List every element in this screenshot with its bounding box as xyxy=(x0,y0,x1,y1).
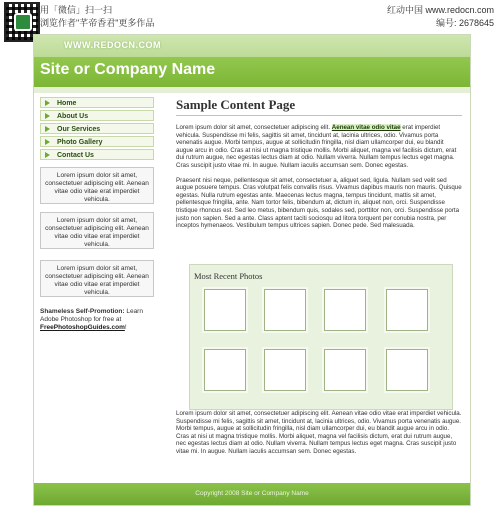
highlight-link[interactable]: Aenean vitae odio vitae xyxy=(331,124,401,131)
watermark-logo: WWW.REDOCN.COM xyxy=(64,40,161,50)
watermark-id-text: 编号: 2678645 xyxy=(435,18,494,28)
photo-thumbnail[interactable] xyxy=(386,289,428,331)
qr-center-logo-icon xyxy=(14,13,32,31)
nav-item-our-services[interactable] xyxy=(40,123,154,134)
nav-item-label: Home xyxy=(57,100,77,107)
header-stripe xyxy=(34,35,470,57)
sidebar-nav xyxy=(40,97,154,162)
promo-link[interactable]: FreePhotoshopGuides.com xyxy=(40,324,125,331)
arrow-right-icon xyxy=(45,126,50,132)
promo-label: Shameless Self-Promotion: xyxy=(40,308,125,315)
arrow-right-icon xyxy=(45,113,50,119)
sidebar-box: Lorem ipsum dolor sit amet, consectetuer adipiscing elit. Aenean vitae odio vitae erat imperdiet vehicula. xyxy=(40,212,154,249)
content-paragraph: Lorem ipsum dolor sit amet, consectetuer adipiscing elit. Aenean vitae odio vitae erat imperdiet vehicula. Suspendisse mi felis, sagittis sit amet, tincidunt at, lacinia ultrices, odio. Vivamus porta venenatis augue. Morbi tempus, augue at sollicitudin fringilla, nisl diam ullamcorper dui, eu blandit augue arcu in odio. Cras at nisi ut magna tristique mollis. Morbi aliquet, magna vel facilisis dictum, erat dui rutrum augue, nec egestas lectus diam at odio. Nullam viverra. Nullam tempus lectus eget magna. Cras suscipit justo vitae mi. In augue. Nullam iaculis accumsan sem. Donec egestas. xyxy=(176,410,462,455)
nav-item-photo-gallery[interactable] xyxy=(40,136,154,147)
photo-thumbnail[interactable] xyxy=(204,289,246,331)
nav-item-contact-us[interactable] xyxy=(40,149,154,160)
site-title[interactable]: Site or Company Name xyxy=(40,61,216,78)
nav-item-label: About Us xyxy=(57,113,89,120)
photo-thumbnail[interactable] xyxy=(264,349,306,391)
photo-thumbnail[interactable] xyxy=(264,289,306,331)
photo-thumbnail[interactable] xyxy=(204,349,246,391)
nav-item-home[interactable] xyxy=(40,97,154,108)
content-paragraph: Praesent nisi neque, pellentesque sit amet, consectetuer a, aliquet sed, ligula. Nullam sed velit sed augue posuere tempus. Cras volutpat felis convallis risus. Vivamus dapibus mauris non mauris. Quisque egestas. Nulla rutrum egestas ante. Maecenas lectus magna, tempus tincidunt, mattis sit amet, pellentesque fringilla, ante. Nam tortor felis, bibendum at, dictum in, aliquet non, orci. Suspendisse tristique rhoncus est. Sed leo metus, bibendum quis, sodales sed, porttitor non, orci. Suspendisse porta justo non sapien. Sed a ante. Class aptent taciti sociosqu ad litora torquent per conubia nostra, per inceptos hymenaeos. Vestibulum tempus ultrices sapien. Donec pede. Sed malesuada. xyxy=(176,176,462,230)
arrow-right-icon xyxy=(45,139,50,145)
sidebar-box: Lorem ipsum dolor sit amet, consectetuer adipiscing elit. Aenean vitae odio vitae erat imperdiet vehicula. xyxy=(40,260,154,297)
nav-item-label: Our Services xyxy=(57,126,101,133)
photo-thumbnail[interactable] xyxy=(324,349,366,391)
content-paragraph xyxy=(176,124,462,170)
main-content-lower xyxy=(176,410,462,456)
nav-item-label: Photo Gallery xyxy=(57,139,103,146)
paragraph-text: erat imperdiet vehicula. Suspendisse mi felis, sagittis sit amet, tincidunt at, lacinia ultrices, odio. Vivamus porta venenatis augue. Morbi tempus, augue at sollicitudin fringilla, nisl diam ullamcorper dui, eu blandit augue arcu in odio. Cras at nisi ut magna tristique mollis. Morbi aliquet, magna vel facilisis dictum, erat dui rutrum augue, nec egestas lectus diam at odio. Nullam viverra. Nullam tempus lectus eget magna. Cras suscipit justo vitae mi. In augue. Nullam iaculis accumsan sem. Donec egestas. xyxy=(176,124,457,169)
arrow-right-icon xyxy=(45,100,50,106)
recent-photos-panel xyxy=(189,264,453,410)
header-divider xyxy=(34,87,470,93)
nav-item-about-us[interactable] xyxy=(40,110,154,121)
footer-copyright: Copyright 2008 Site or Company Name xyxy=(195,490,309,497)
photos-title: Most Recent Photos xyxy=(194,271,263,281)
self-promotion xyxy=(40,308,158,332)
footer xyxy=(34,483,470,505)
promo-end: ! xyxy=(124,324,127,331)
nav-item-label: Contact Us xyxy=(57,152,94,159)
page-frame xyxy=(33,34,471,506)
photo-thumbnail[interactable] xyxy=(324,289,366,331)
watermark-scan-text: 用「微信」扫一扫 xyxy=(40,5,113,15)
watermark-site-text: 红动中国 www.redocn.com xyxy=(386,5,494,15)
paragraph-text: Lorem ipsum dolor sit amet, consectetuer adipiscing elit. xyxy=(176,124,332,131)
watermark-author-text: 浏览作者"芊帝香君"更多作品 xyxy=(40,18,155,28)
page-title: Sample Content Page xyxy=(176,97,296,112)
photo-thumbnail[interactable] xyxy=(386,349,428,391)
sidebar-box: Lorem ipsum dolor sit amet, consectetuer adipiscing elit. Aenean vitae odio vitae erat imperdiet vehicula. xyxy=(40,167,154,204)
promo-text: Learn Adobe Photoshop for free at xyxy=(40,308,143,323)
arrow-right-icon xyxy=(45,152,50,158)
main-content xyxy=(176,97,462,230)
title-divider xyxy=(176,115,462,116)
